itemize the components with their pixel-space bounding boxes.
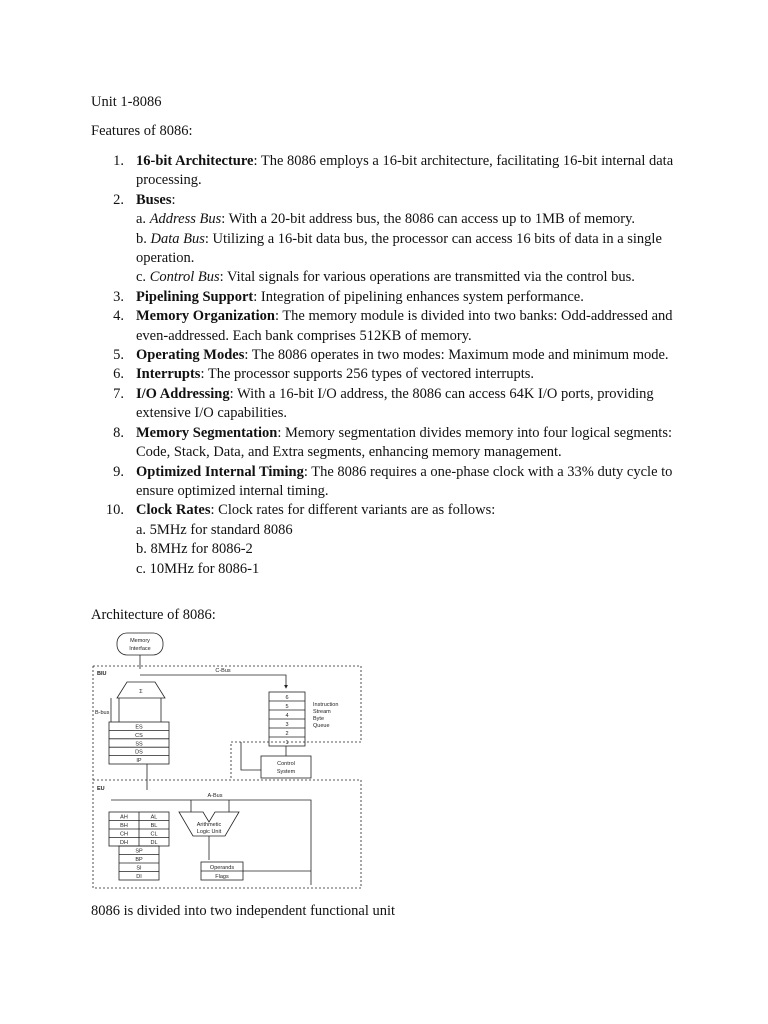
sub-text: : Utilizing a 16-bit data bus, the processor can access 16 bits of data in a single operation.	[136, 230, 662, 267]
a-bus-line	[111, 800, 311, 885]
document-title: Unit 1-8086	[91, 94, 162, 110]
item-term: Pipelining Support	[136, 288, 254, 305]
general-register-label: BL	[150, 823, 158, 829]
sub-item	[136, 230, 681, 269]
list-item	[91, 501, 681, 579]
a-bus-label: A-Bus	[207, 793, 223, 799]
queue-slot-label: 1	[285, 740, 289, 746]
general-register-label: AH	[120, 814, 128, 821]
sub-item	[136, 268, 681, 287]
control-system-label: Control	[277, 761, 295, 767]
item-text: : Clock rates for different variants are as follows:	[210, 502, 496, 519]
sub-item: b. 8MHz for 8086-2	[136, 541, 253, 558]
b-bus-label: B-bus	[95, 710, 110, 716]
memory-interface-label: Memory	[130, 638, 150, 644]
list-item	[91, 424, 681, 463]
pointer-register-label: BP	[135, 857, 143, 863]
sub-item: a. 5MHz for standard 8086	[136, 521, 293, 538]
item-term: Clock Rates	[136, 502, 211, 519]
segment-register-label: DS	[135, 749, 143, 756]
c-bus-line	[140, 675, 286, 688]
general-register-label: AL	[150, 814, 158, 821]
segment-register-label: CS	[135, 732, 143, 739]
item-term: Memory Organization	[136, 308, 275, 325]
item-term: Buses	[136, 191, 172, 208]
sub-term: Control Bus	[149, 269, 220, 286]
memory-interface-label: Interface	[129, 646, 151, 652]
item-text: : The 8086 requires a one-phase clock with a 33% duty cycle to ensure optimized internal timing.	[136, 463, 673, 499]
features-list	[91, 152, 681, 579]
operands-label: Operands	[209, 865, 235, 871]
item-number: 10.	[105, 502, 124, 519]
item-number: 5.	[113, 347, 124, 364]
sub-prefix: b.	[136, 230, 151, 247]
item-text: : The 8086 employs a 16-bit architecture, facilitating 16-bit internal data processing.	[136, 153, 674, 189]
item-number: 9.	[113, 463, 124, 480]
general-register-label: CL	[150, 831, 158, 838]
list-item	[91, 346, 681, 365]
general-register-label: DH	[120, 840, 128, 846]
segment-register-label: IP	[136, 758, 142, 765]
list-item	[91, 385, 681, 424]
sub-prefix: a.	[136, 211, 150, 228]
queue-slot-label: 5	[285, 704, 289, 710]
sub-text: : Vital signals for various operations are transmitted via the control bus.	[219, 269, 635, 286]
queue-label: Byte	[313, 716, 325, 722]
item-text: : With a 16-bit I/O address, the 8086 can access 64K I/O ports, providing extensive I/O capabilities.	[136, 385, 654, 422]
item-number: 3.	[113, 288, 124, 305]
sub-item	[136, 210, 681, 229]
sub-item: c. 10MHz for 8086-1	[136, 560, 260, 577]
sum-label: Σ	[139, 689, 143, 695]
item-term: Operating Modes	[136, 347, 245, 364]
general-register-label: DL	[150, 840, 158, 846]
closing-paragraph: 8086 is divided into two independent functional unit	[91, 903, 396, 919]
eu-label: EU	[97, 786, 105, 792]
queue-slot-label: 3	[285, 722, 289, 728]
item-term: Optimized Internal Timing	[136, 463, 304, 480]
item-term: 16-bit Architecture	[136, 153, 254, 169]
item-number: 6.	[113, 366, 124, 383]
alu-label: Arithmetic	[196, 822, 222, 828]
item-text: : The memory module is divided into two banks: Odd-addressed and even-addressed. Each bank comprises 512KB of memory.	[136, 308, 673, 344]
general-register-label: CH	[120, 831, 128, 838]
diagram-labels	[95, 638, 338, 880]
list-item	[91, 152, 681, 191]
item-number: 7.	[113, 385, 124, 402]
architecture-heading: Architecture of 8086:	[91, 607, 216, 623]
item-term: Interrupts	[136, 366, 201, 383]
general-register-label: BH	[120, 823, 128, 829]
c-bus-label: C-Bus	[215, 668, 231, 674]
architecture-diagram	[91, 630, 366, 892]
segment-register-label: SS	[135, 741, 143, 748]
item-text: : The processor supports 256 types of vectored interrupts.	[200, 366, 535, 383]
list-item	[91, 365, 681, 384]
queue-label: Queue	[313, 723, 330, 729]
list-item	[91, 463, 681, 502]
control-system-label: System	[276, 769, 296, 775]
queue-slot-label: 2	[285, 731, 289, 737]
alu-label: Logic Unit	[196, 829, 222, 835]
item-term: I/O Addressing	[136, 385, 230, 402]
pointer-register-label: SP	[135, 848, 143, 855]
sub-term: Data Bus	[150, 230, 205, 247]
item-term: Memory Segmentation	[136, 424, 278, 441]
sub-prefix: c.	[136, 269, 150, 286]
list-item	[91, 191, 681, 288]
sub-term: Address Bus	[149, 211, 222, 228]
item-number: 8.	[113, 424, 124, 441]
item-text: : Memory segmentation divides memory into four logical segments: Code, Stack, Data, and Extra segments, enhancing memory management.	[136, 424, 672, 461]
flags-label: Flags	[215, 874, 229, 880]
item-number: 1.	[113, 153, 124, 169]
features-heading: Features of 8086:	[91, 123, 193, 139]
item-text: :	[171, 191, 176, 208]
item-text: : The 8086 operates in two modes: Maximum mode and minimum mode.	[244, 347, 669, 364]
pointer-register-label: SI	[136, 865, 142, 872]
item-text: : Integration of pipelining enhances system performance.	[253, 288, 584, 305]
queue-slot-label: 6	[285, 695, 289, 701]
list-item	[91, 307, 681, 346]
queue-label: Stream	[313, 709, 331, 715]
item-number: 4.	[113, 308, 124, 325]
segment-register-label: ES	[135, 724, 143, 731]
sub-text: : With a 20-bit address bus, the 8086 can access up to 1MB of memory.	[221, 211, 636, 228]
queue-control-link	[241, 742, 261, 770]
architecture-diagram-svg	[91, 630, 366, 892]
queue-slot-label: 4	[285, 713, 289, 719]
pointer-register-label: DI	[136, 874, 142, 880]
item-number: 2.	[113, 191, 124, 208]
list-item	[91, 288, 681, 307]
queue-label: Instruction	[313, 702, 339, 708]
biu-label: BIU	[97, 671, 107, 677]
